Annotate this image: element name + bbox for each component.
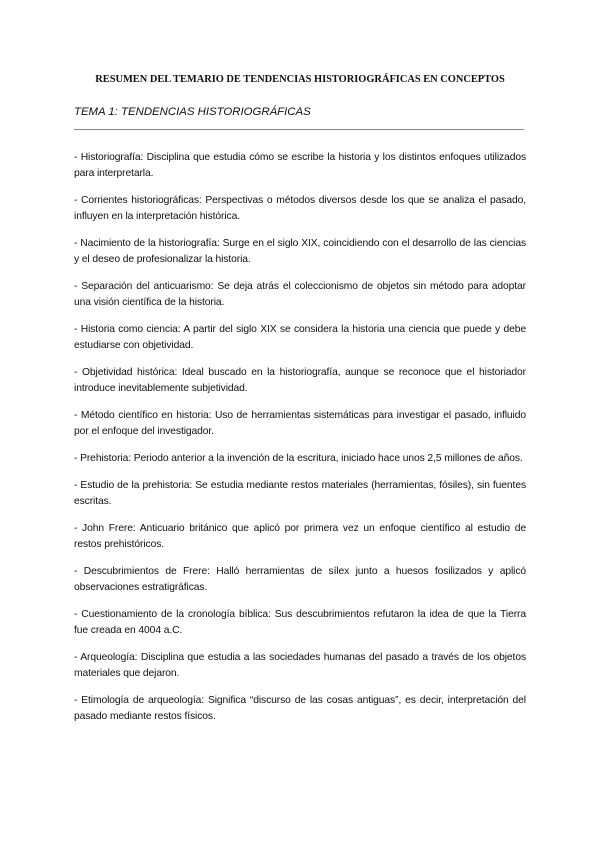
concept-entry-metodo-cientifico: - Método científico en historia: Uso de herramientas sistemáticas para investigar el pasado, influido por el enfoque del investigador. [74, 410, 526, 437]
concept-entry-etimologia: - Etimología de arqueología: Significa “discurso de las cosas antiguas”, es decir, interpretación del pasado mediante restos físicos. [74, 695, 526, 722]
concept-list [74, 150, 526, 736]
concept-entry-descubrimientos-frere: - Descubrimientos de Frere: Halló herramientas de sílex junto a huesos fosilizados y aplicó observaciones estratigráficas. [74, 566, 526, 593]
concept-entry-nacimiento: - Nacimiento de la historiografía: Surge en el siglo XIX, coincidiendo con el desarrollo de las ciencias y el deseo de profesionalizar la historia. [74, 238, 526, 265]
concept-entry-historia-ciencia: - Historia como ciencia: A partir del siglo XIX se considera la historia una ciencia que puede y debe estudiarse con objetividad. [74, 324, 526, 351]
heading-divider [74, 129, 524, 130]
concept-entry-corrientes: - Corrientes historiográficas: Perspectivas o métodos diversos desde los que se analiza el pasado, influyen en la interpretación histórica. [74, 195, 526, 222]
concept-entry-arqueologia: - Arqueología: Disciplina que estudia a las sociedades humanas del pasado a través de los objetos materiales que dejaron. [74, 652, 526, 679]
document-title: RESUMEN DEL TEMARIO DE TENDENCIAS HISTORIOGRÁFICAS EN CONCEPTOS [95, 74, 505, 85]
concept-entry-anticuarismo: - Separación del anticuarismo: Se deja atrás el coleccionismo de objetos sin método para adoptar una visión científica de la historia. [74, 281, 526, 308]
section-heading: TEMA 1: TENDENCIAS HISTORIOGRÁFICAS [74, 106, 311, 118]
concept-entry-cronologia-biblica: - Cuestionamiento de la cronología bíblica: Sus descubrimientos refutaron la idea de que la Tierra fue creada en 4004 a.C. [74, 609, 526, 636]
concept-entry-historiografia: - Historiografía: Disciplina que estudia cómo se escribe la historia y los distintos enfoques utilizados para interpretarla. [74, 152, 526, 179]
concept-entry-john-frere: - John Frere: Anticuario británico que aplicó por primera vez un enfoque científico al estudio de restos prehistóricos. [74, 523, 526, 550]
concept-entry-objetividad: - Objetividad histórica: Ideal buscado en la historiografía, aunque se reconoce que el historiador introduce inevitablemente subjetividad. [74, 367, 526, 394]
concept-entry-prehistoria: - Prehistoria: Periodo anterior a la invención de la escritura, iniciado hace unos 2,5 millones de años. [74, 453, 523, 464]
concept-entry-estudio-prehistoria: - Estudio de la prehistoria: Se estudia mediante restos materiales (herramientas, fósiles), sin fuentes escritas. [74, 480, 526, 507]
